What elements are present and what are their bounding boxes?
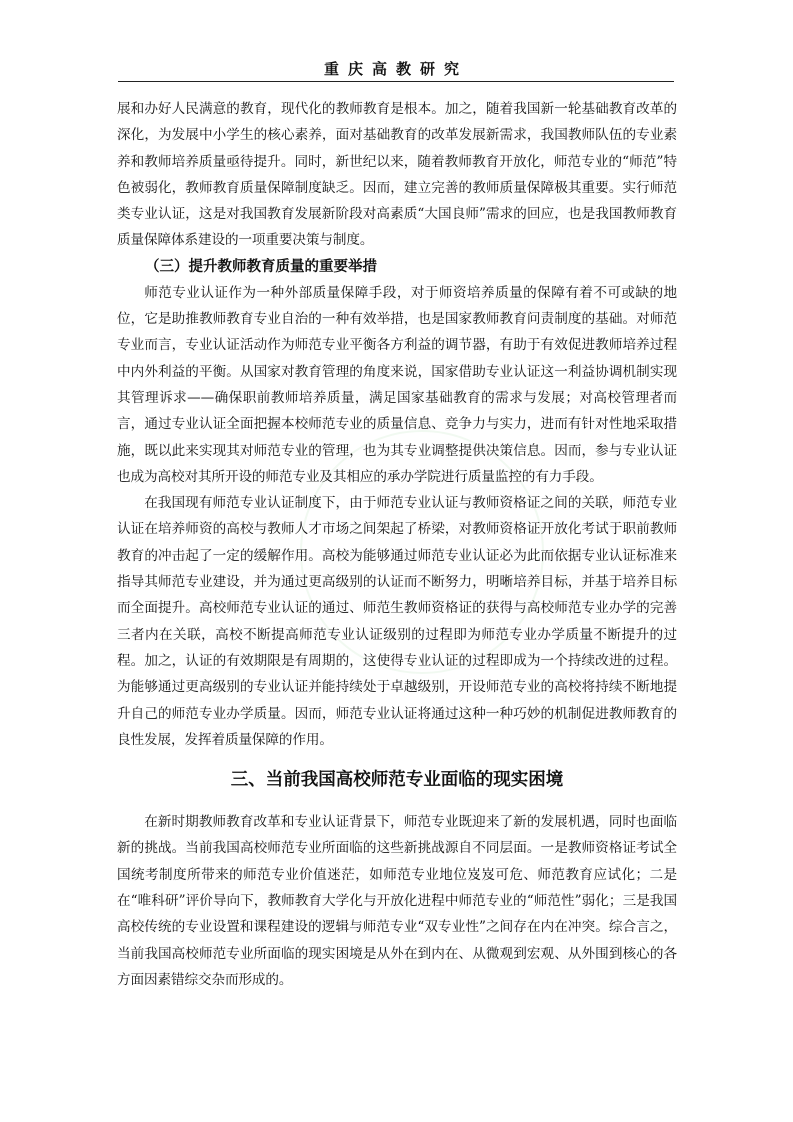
paragraph: 在我国现有师范专业认证制度下，由于师范专业认证与教师资格证之间的关联，师范专业认证在培养师资的高校与教师人才市场之间架起了桥梁，对教师资格证开放化考试于职前教师教育的冲击起了一定的缓解作用。高校为能够通过师范专业认证必为此而依据专业认证标准来指导其师范专业建设，并为通过更高级别的认证而不断努力，明晰培养目标，并基于培养目标而全面提升。高校师范专业认证的通过、师范生教师资格证的获得与高校师范专业办学的完善三者内在关联，高校不断提高师范专业认证级别的过程即为师范专业办学质量不断提升的过程。加之，认证的有效期限是有周期的，这使得专业认证的过程即成为一个持续改进的过程。为能够通过更高级别的专业认证并能持续处于卓越级别，开设师范专业的高校将持续不断地提升自己的师范专业办学质量。因而，师范专业认证将通过这种一种巧妙的机制促进教师教育的良性发展，发挥着质量保障的作用。 — [117, 495, 677, 748]
running-head: 重庆高教研究 — [323, 60, 468, 78]
paragraph: 师范专业认证作为一种外部质量保障手段，对于师资培养质量的保障有着不可或缺的地位，它是助推教师教育专业自治的一种有效举措，也是国家教师教育问责制度的基础。对师范专业而言，专业认证活动作为师范专业平衡各方利益的调节器，有助于有效促进教师培养过程中内外利益的平衡。从国家对教育管理的角度来说，国家借助专业认证这一利益协调机制实现其管理诉求——确保职前教师培养质量，满足国家基础教育的需求与发展；对高校管理者而言，通过专业认证全面把握本校师范专业的质量信息、竞争力与实力，进而有针对性地采取措施，既以此来实现其对师范专业的管理，也为其专业调整提供决策信息。因而，参与专业认证也成为高校对其所开设的师范专业及其相应的承办学院进行质量监控的有力手段。 — [117, 284, 677, 485]
paragraph: 在新时期教师教育改革和专业认证背景下，师范专业既迎来了新的发展机遇，同时也面临新的挑战。当前我国高校师范专业所面临的这些新挑战源自不同层面。一是教师资格证考试全国统考制度所带来的师范专业价值迷茫，如师范专业地位岌岌可危、师范教育应试化；二是在“唯科研”评价导向下，教师教育大学化与开放化进程中师范专业的“师范性”弱化；三是我国高校传统的专业设置和课程建设的逻辑与师范专业“双专业性”之间存在内在冲突。综合言之，当前我国高校师范专业所面临的现实困境是从外在到内在、从微观到宏观、从外围到核心的各方面因素错综交杂而形成的。 — [117, 814, 677, 988]
subsection-heading: （三）提升教师教育质量的重要举措 — [145, 258, 377, 275]
section-heading: 三、当前我国高校师范专业面临的现实困境 — [230, 770, 564, 791]
paragraph-continued: 展和办好人民满意的教育，现代化的教师教育是根本。加之，随着我国新一轮基础教育改革的深化，为发展中小学生的核心素养，面对基础教育的改革发展新需求，我国教师队伍的专业素养和教师培养质量亟待提升。同时，新世纪以来，随着教师教育开放化，师范专业的“师范”特色被弱化，教师教育质量保障制度缺乏。因而，建立完善的教师质量保障极其重要。实行师范类专业认证，这是对我国教育发展新阶段对高素质“大国良师”需求的回应，也是我国教师教育质量保障体系建设的一项重要决策与制度。 — [117, 101, 677, 249]
article-body — [117, 96, 677, 993]
header-rule — [118, 81, 674, 82]
